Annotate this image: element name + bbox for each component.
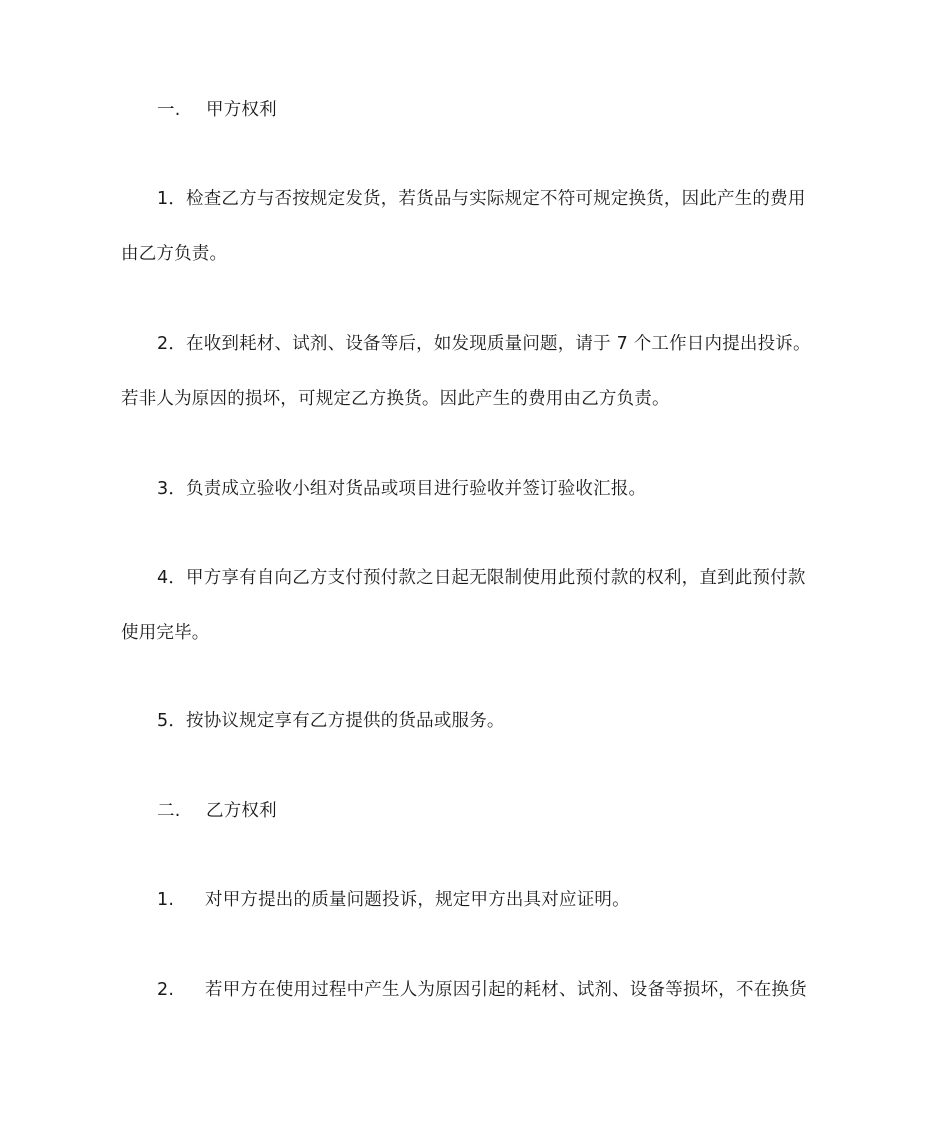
list-item-text: 对甲方提出的质量问题投诉，规定甲方出具对应证明。	[205, 890, 630, 910]
section-title: 乙方权利	[206, 801, 277, 821]
section-heading-party-a-rights	[157, 99, 832, 121]
paragraph-line: 4．甲方享有自向乙方支付预付款之日起无限制使用此预付款的权利，直到此预付款	[157, 568, 806, 588]
section-heading-party-b-rights	[157, 800, 832, 822]
paragraph-line: 若非人为原因的损坏，可规定乙方换货。因此产生的费用由乙方负责。	[121, 389, 670, 409]
paragraph-line: 2．在收到耗材、试剂、设备等后，如发现质量问题，请于 7 个工作日内提出投诉。	[157, 334, 811, 354]
section-number: 一.	[157, 100, 181, 120]
paragraph-line: 3．负责成立验收小组对货品或项目进行验收并签订验收汇报。	[157, 479, 647, 499]
list-item-number: 1.	[157, 890, 175, 910]
list-item-text: 若甲方在使用过程中产生人为原因引起的耗材、试剂、设备等损坏，不在换货	[205, 980, 807, 1000]
list-item	[157, 889, 832, 911]
paragraph-line: 由乙方负责。	[121, 244, 228, 264]
paragraph-line: 1．检查乙方与否按规定发货，若货品与实际规定不符可规定换货，因此产生的费用	[157, 189, 806, 209]
section-number: 二.	[157, 801, 181, 821]
paragraph-line: 使用完毕。	[121, 623, 210, 643]
list-item-number: 2.	[157, 980, 175, 1000]
paragraph-line: 5．按协议规定享有乙方提供的货品或服务。	[157, 711, 505, 731]
list-item	[157, 979, 832, 1001]
section-title: 甲方权利	[206, 100, 277, 120]
